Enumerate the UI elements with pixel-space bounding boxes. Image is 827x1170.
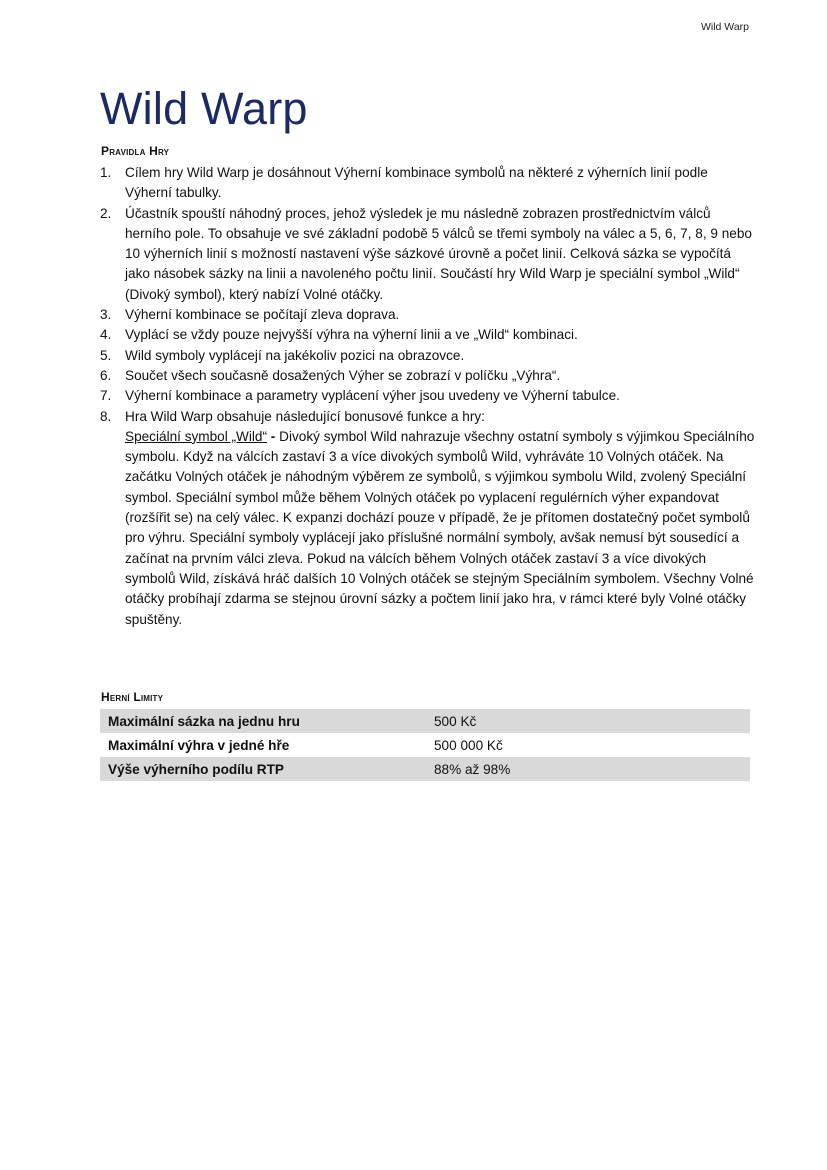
document-title: Wild Warp bbox=[100, 83, 308, 134]
rule-text: Cílem hry Wild Warp je dosáhnout Výherní kombinace symbolů na některé z výherních linií podle Výherní tabulky. bbox=[125, 165, 708, 201]
rule-text: Vyplácí se vždy pouze nejvyšší výhra na výherní linii a ve „Wild“ kombinaci. bbox=[125, 327, 578, 343]
special-symbol-paragraph bbox=[125, 427, 755, 630]
rule-number: 1. bbox=[100, 165, 112, 180]
special-symbol-text: Divoký symbol Wild nahrazuje všechny ostatní symboly s výjimkou Speciálního symbolu. Když na válcích zastaví 3 a více divokých symbolů Wild, vyhráváte 10 Volných otáček. Na začátku Volných otáček je náhodným výběrem ze symbolů, s výjimkou symbolu Wild, zvolený Speciální symbol. Speciální symbol může během Volných otáček po vyplacení regulérních výher expandovat (rozšířit se) na celý válec. K expanzi dochází pouze v případě, že je přítomen dostatečný počet symbolů pro výhru. Speciální symboly vyplácejí jako příslušné normální symboly, avšak nemusí být sousedící a začínat na prvním válci zleva. Pokud na válcích během Volných otáček zastaví 3 a více divokých symbolů Wild, získává hráč dalších 10 Volných otáček se stejným Speciálním symbolem. Všechny Volné otáčky probíhají zdarma se stejnou úrovní sázky a počtem linií jako hra, v rámci které byly Volné otáčky spuštěny. bbox=[125, 428, 755, 627]
special-symbol-label: Speciální symbol „Wild“ bbox=[125, 428, 268, 444]
rule-text: Výherní kombinace se počítají zleva doprava. bbox=[125, 307, 400, 323]
rule-item bbox=[100, 366, 755, 386]
rule-number: 3. bbox=[100, 307, 112, 323]
limit-label: Maximální výhra v jedné hře bbox=[108, 737, 290, 753]
table-row bbox=[100, 709, 750, 733]
rule-number: 5. bbox=[100, 347, 112, 363]
rules-heading: Pravidla Hry bbox=[101, 144, 170, 158]
rule-item bbox=[100, 407, 755, 630]
rules-list bbox=[100, 163, 755, 630]
limit-value: 88% až 98% bbox=[426, 757, 750, 781]
rule-item bbox=[100, 204, 755, 305]
limit-value: 500 Kč bbox=[426, 709, 750, 733]
limits-heading: Herní Limity bbox=[101, 690, 164, 704]
rule-text: Wild symboly vyplácejí na jakékoliv pozici na obrazovce. bbox=[125, 347, 465, 363]
table-row bbox=[100, 733, 750, 757]
rule-number: 8. bbox=[100, 408, 112, 424]
rule-text: Hra Wild Warp obsahuje následující bonusové funkce a hry: bbox=[125, 408, 485, 424]
rule-text: Výherní kombinace a parametry vyplácení výher jsou uvedeny ve Výherní tabulce. bbox=[125, 388, 620, 404]
table-row bbox=[100, 757, 750, 781]
rule-item bbox=[100, 386, 755, 406]
rule-number: 7. bbox=[100, 388, 112, 404]
rule-number: 6. bbox=[100, 367, 112, 383]
page-header-title: Wild Warp bbox=[700, 21, 749, 33]
rule-item bbox=[100, 305, 755, 325]
rule-item bbox=[100, 325, 755, 345]
limit-label: Výše výherního podílu RTP bbox=[100, 757, 426, 781]
rule-number: 4. bbox=[100, 327, 112, 343]
limit-value: 500 000 Kč bbox=[434, 737, 503, 753]
rule-item bbox=[100, 163, 755, 204]
rule-number: 2. bbox=[100, 205, 112, 221]
limit-label: Maximální sázka na jednu hru bbox=[100, 709, 426, 733]
rule-text: Součet všech současně dosažených Výher se zobrazí v políčku „Výhra“. bbox=[125, 367, 561, 383]
rule-item bbox=[100, 346, 755, 366]
special-symbol-dash: - bbox=[267, 428, 280, 444]
rule-text: Účastník spouští náhodný proces, jehož výsledek je mu následně zobrazen prostřednictvím válců herního pole. To obsahuje ve své základní podobě 5 válců se třemi symboly na válec a 5, 6, 7, 8, 9 nebo 10 výherních linií s možností nastavení výše sázkové úrovně a počet linií. Celková sázka se vypočítá jako násobek sázky na linii a navoleného počtu linií. Součástí hry Wild Warp je speciální symbol „Wild“ (Divoký symbol), který nabízí Volné otáčky. bbox=[125, 205, 752, 302]
limits-table bbox=[100, 709, 750, 781]
